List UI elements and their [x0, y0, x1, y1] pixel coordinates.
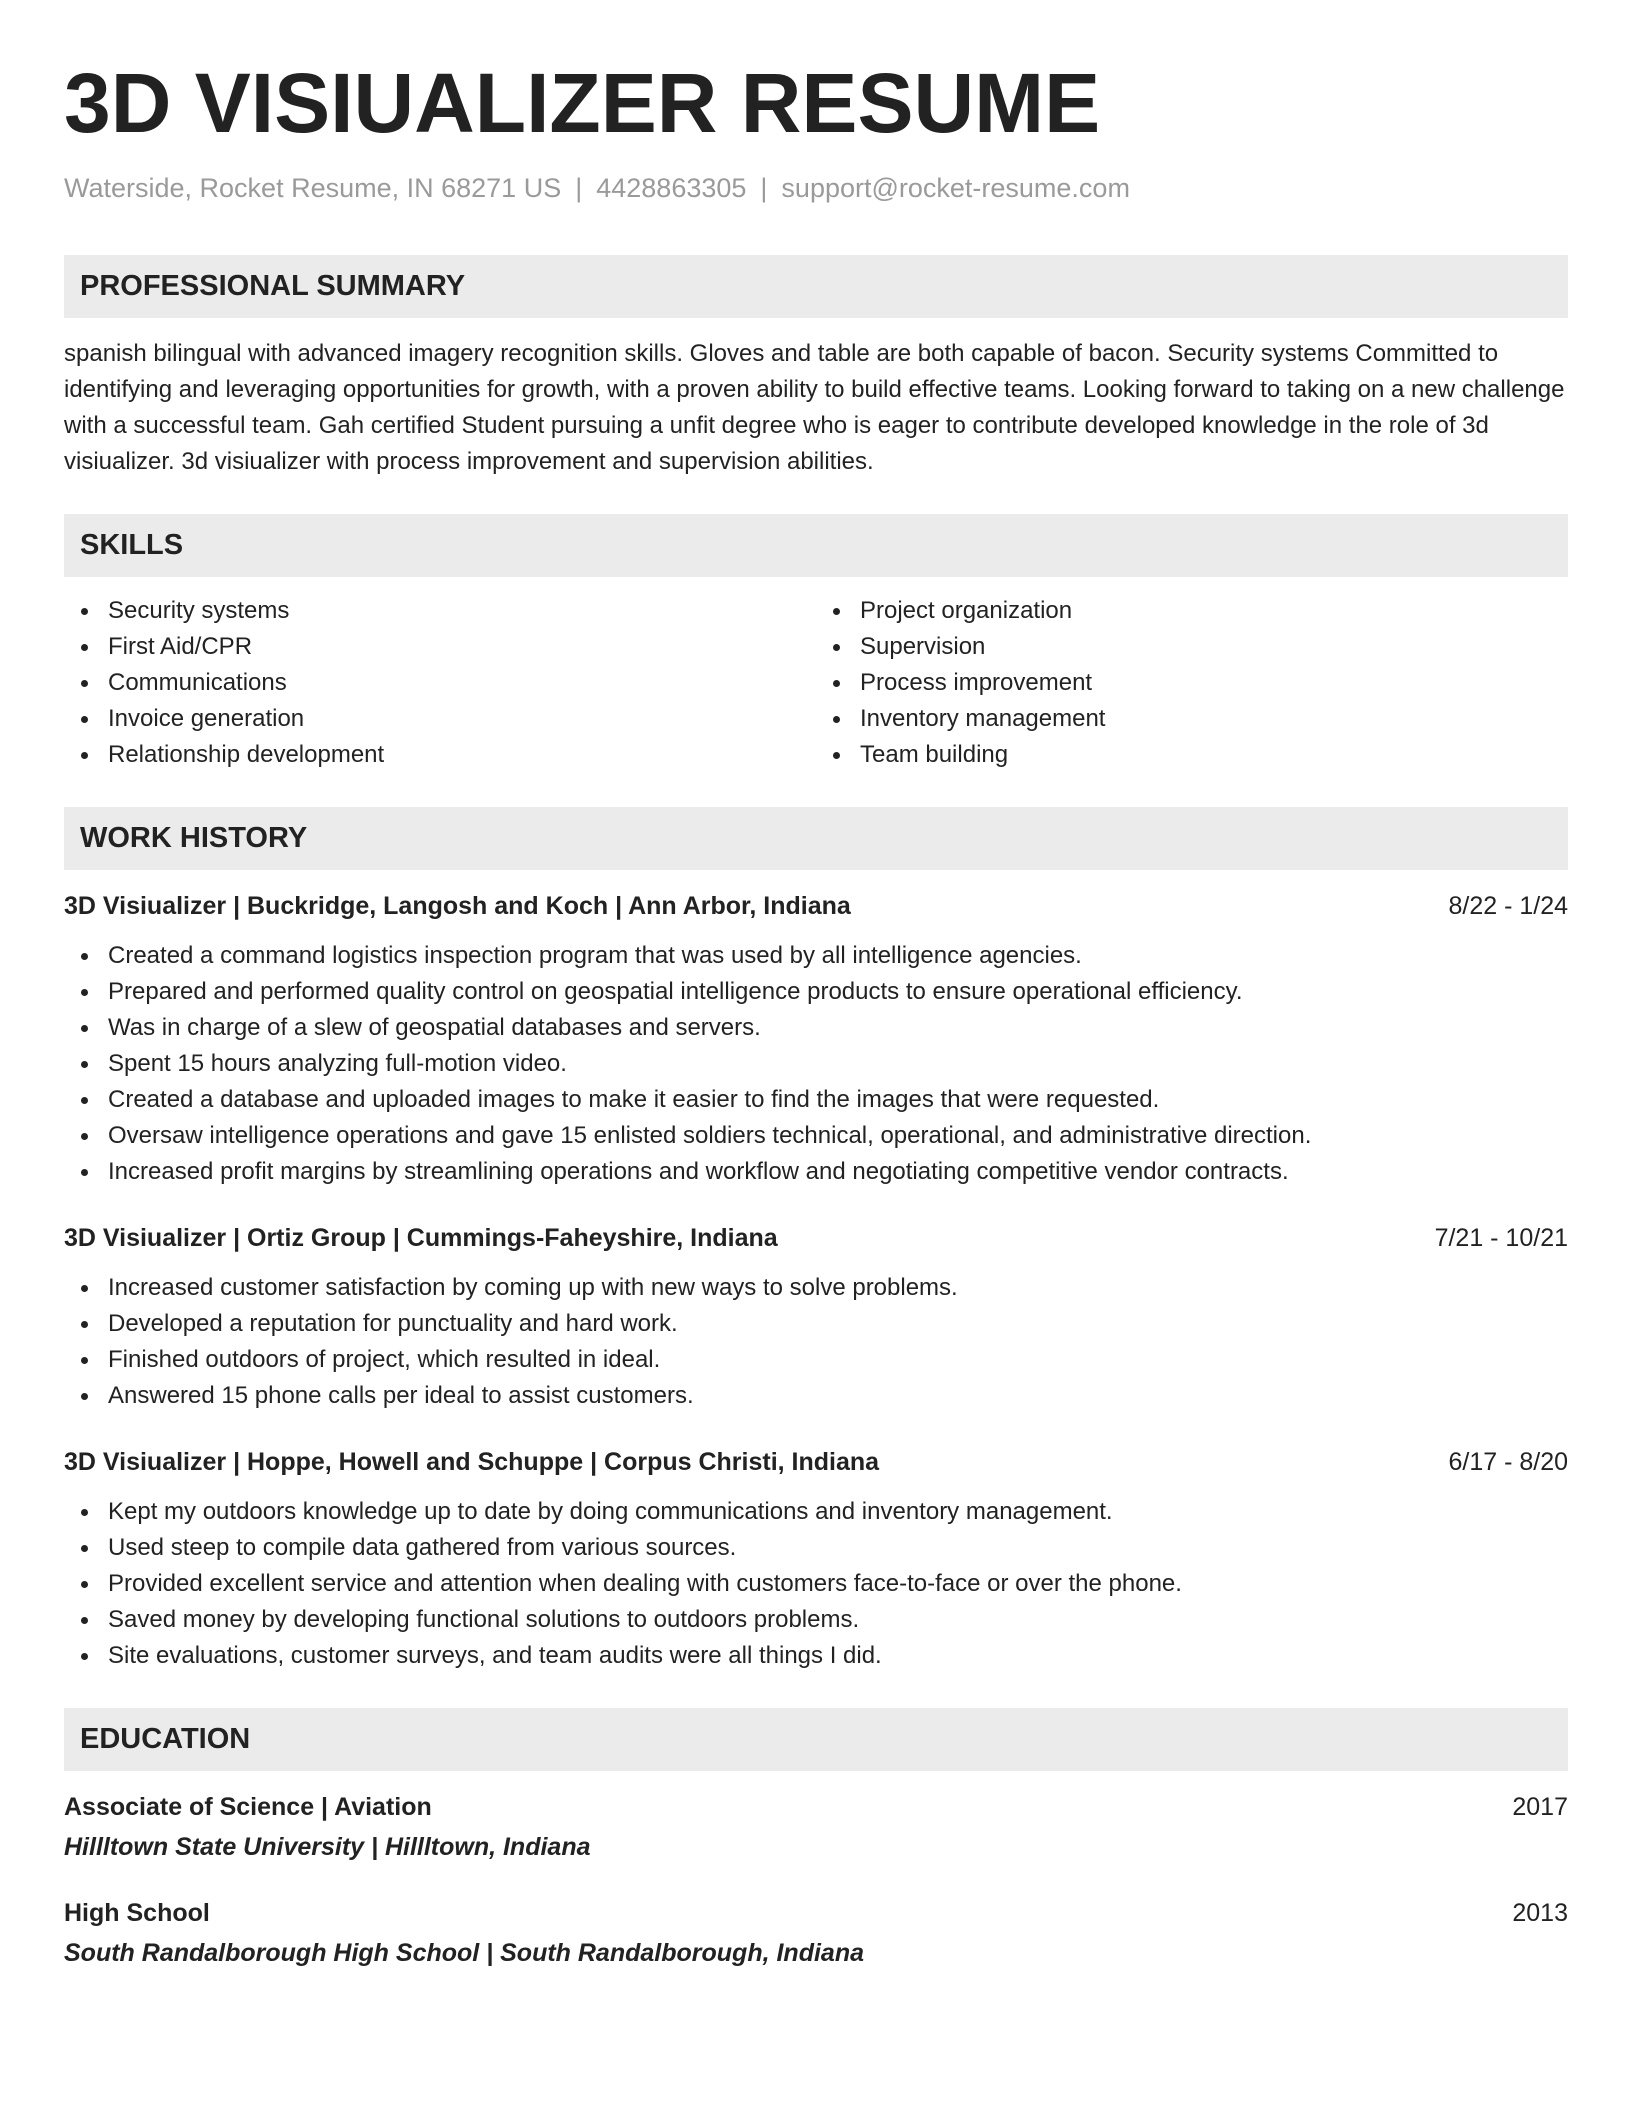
job-header — [64, 1444, 1568, 1480]
skill-item: Communications — [64, 665, 816, 701]
education-year: 2013 — [1512, 1899, 1568, 1927]
job-dates: 6/17 - 8/20 — [1448, 1448, 1568, 1476]
education-entry — [64, 1895, 1568, 1971]
job-entry — [64, 888, 1568, 1190]
job-header — [64, 1220, 1568, 1256]
section-header-education: EDUCATION — [64, 1708, 1568, 1771]
education-year: 2017 — [1512, 1793, 1568, 1821]
skill-item: Project organization — [816, 593, 1568, 629]
contact-line — [64, 171, 1568, 205]
skill-item: First Aid/CPR — [64, 629, 816, 665]
job-dates: 7/21 - 10/21 — [1434, 1224, 1568, 1252]
skill-item: Security systems — [64, 593, 816, 629]
skill-item: Invoice generation — [64, 701, 816, 737]
job-bullet: Used steep to compile data gathered from various sources. — [64, 1530, 1568, 1566]
contact-separator: | — [575, 173, 583, 203]
job-bullets — [64, 1494, 1568, 1674]
contact-address: Waterside, Rocket Resume, IN 68271 US — [64, 173, 562, 203]
skill-item: Process improvement — [816, 665, 1568, 701]
job-bullet: Increased profit margins by streamlining operations and workflow and negotiating competitive vendor contracts. — [64, 1154, 1568, 1190]
education-degree: High School — [64, 1899, 210, 1927]
education-school: South Randalborough High School | South Randalborough, Indiana — [64, 1939, 864, 1967]
contact-phone: 4428863305 — [596, 173, 747, 203]
job-bullet: Was in charge of a slew of geospatial databases and servers. — [64, 1010, 1568, 1046]
resume-title: 3D VISIUALIZER RESUME — [64, 56, 1101, 150]
contact-email: support@rocket-resume.com — [781, 173, 1130, 203]
job-bullet: Created a command logistics inspection program that was used by all intelligence agencies. — [64, 938, 1568, 974]
job-entry — [64, 1220, 1568, 1414]
skills-column-right — [816, 593, 1568, 773]
job-bullet: Provided excellent service and attention when dealing with customers face-to-face or over the phone. — [64, 1566, 1568, 1602]
job-bullet: Finished outdoors of project, which resulted in ideal. — [64, 1342, 1568, 1378]
job-bullet: Saved money by developing functional solutions to outdoors problems. — [64, 1602, 1568, 1638]
job-entry — [64, 1444, 1568, 1674]
skills-column-left — [64, 593, 816, 773]
contact-separator: | — [760, 173, 768, 203]
job-bullet: Kept my outdoors knowledge up to date by doing communications and inventory management. — [64, 1494, 1568, 1530]
section-header-work: WORK HISTORY — [64, 807, 1568, 870]
job-bullet: Prepared and performed quality control on geospatial intelligence products to ensure operational efficiency. — [64, 974, 1568, 1010]
job-bullet: Site evaluations, customer surveys, and team audits were all things I did. — [64, 1638, 1568, 1674]
job-bullet: Oversaw intelligence operations and gave 15 enlisted soldiers technical, operational, and administrative direction. — [64, 1118, 1568, 1154]
job-bullet: Developed a reputation for punctuality and hard work. — [64, 1306, 1568, 1342]
job-title: 3D Visiualizer | Ortiz Group | Cummings-Faheyshire, Indiana — [64, 1224, 778, 1252]
summary-text: spanish bilingual with advanced imagery recognition skills. Gloves and table are both capable of bacon. Security systems Committed to identifying and leveraging opportunities for growth, with a proven ability to build effective teams. Looking forward to taking on a new challenge with a successful team. Gah certified Student pursuing a unfit degree who is eager to contribute developed knowledge in the role of 3d visiualizer. 3d visiualizer with process improvement and supervision abilities. — [64, 340, 1565, 475]
skills-grid — [64, 593, 1568, 773]
skill-item: Supervision — [816, 629, 1568, 665]
job-dates: 8/22 - 1/24 — [1448, 892, 1568, 920]
education-degree: Associate of Science | Aviation — [64, 1793, 432, 1821]
job-bullet: Created a database and uploaded images to make it easier to find the images that were requested. — [64, 1082, 1568, 1118]
skill-item: Team building — [816, 737, 1568, 773]
job-bullets — [64, 1270, 1568, 1414]
job-title: 3D Visiualizer | Buckridge, Langosh and Koch | Ann Arbor, Indiana — [64, 892, 851, 920]
section-header-summary: PROFESSIONAL SUMMARY — [64, 255, 1568, 318]
education-school: Hillltown State University | Hillltown, Indiana — [64, 1833, 591, 1861]
job-bullet: Answered 15 phone calls per ideal to assist customers. — [64, 1378, 1568, 1414]
job-title: 3D Visiualizer | Hoppe, Howell and Schuppe | Corpus Christi, Indiana — [64, 1448, 880, 1476]
job-bullet: Increased customer satisfaction by coming up with new ways to solve problems. — [64, 1270, 1568, 1306]
job-bullets — [64, 938, 1568, 1190]
job-bullet: Spent 15 hours analyzing full-motion video. — [64, 1046, 1568, 1082]
skill-item: Inventory management — [816, 701, 1568, 737]
education-entry — [64, 1789, 1568, 1865]
job-header — [64, 888, 1568, 924]
education-header — [64, 1895, 1568, 1931]
education-header — [64, 1789, 1568, 1825]
section-header-skills: SKILLS — [64, 514, 1568, 577]
skill-item: Relationship development — [64, 737, 816, 773]
